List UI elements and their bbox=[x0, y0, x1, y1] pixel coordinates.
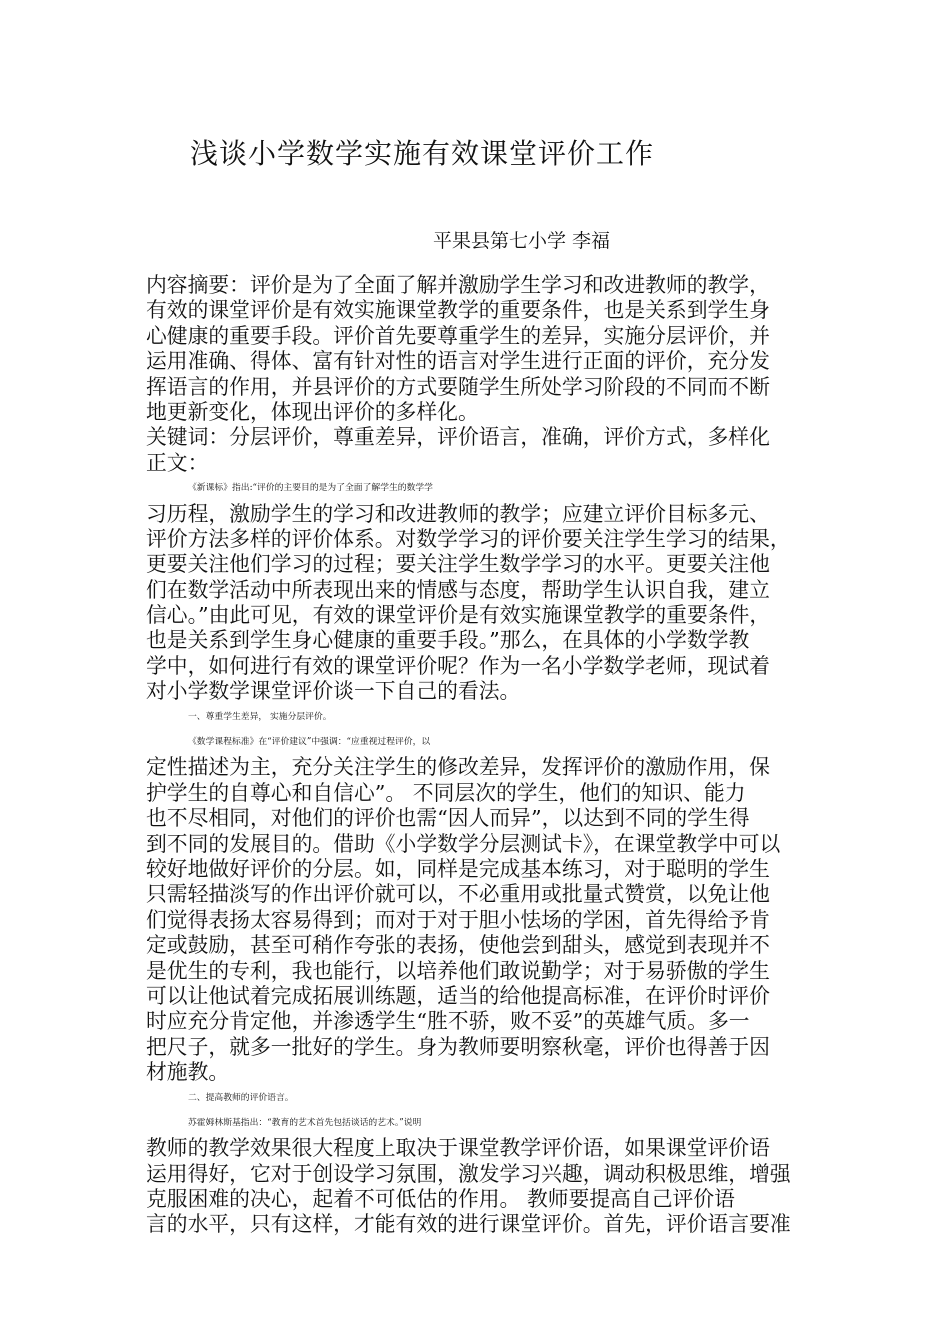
text-line: 正文： bbox=[146, 450, 209, 475]
text-line: 学中，如何进行有效的课堂评价呢？作为一名小学数学老师，现试着 bbox=[146, 653, 770, 678]
text-line: 们觉得表扬太容易得到；而对于对于胆小怯场的学困，首先得给予肯 bbox=[146, 907, 770, 932]
text-line: 《新课标》指出:“评价的主要目的是为了全面了解学生的数学学 bbox=[188, 483, 433, 494]
text-line: 地更新变化，体现出评价的多样化。 bbox=[146, 399, 479, 424]
text-line: 心健康的重要手段。评价首先要尊重学生的差异，实施分层评价，并 bbox=[146, 323, 770, 348]
text-line: 定性描述为主，充分关注学生的修改差异，发挥评价的激励作用，保 bbox=[146, 755, 770, 780]
text-line: 关键词：分层评价，尊重差异，评价语言，准确，评价方式，多样化 bbox=[146, 425, 770, 450]
text-line: 也不尽相同，对他们的评价也需“因人而异”，以达到不同的学生得 bbox=[146, 806, 750, 831]
text-line: 信心。”由此可见，有效的课堂评价是有效实施课堂教学的重要条件， bbox=[146, 603, 771, 628]
text-line: 苏霍姆林斯基指出：“教育的艺术首先包括谈话的艺术。”说明 bbox=[188, 1117, 422, 1128]
text-line: 也是关系到学生身心健康的重要手段。”那么，在具体的小学数学教 bbox=[146, 628, 750, 653]
text-line: 把尺子，就多一批好的学生。身为教师要明察秋毫，评价也得善于因 bbox=[146, 1034, 770, 1059]
text-line: 更要关注他们学习的过程；要关注学生数学学习的水平。更要关注他 bbox=[146, 552, 770, 577]
text-line: 时应充分肯定他，并渗透学生“胜不骄，败不妥”的英雄气质。多一 bbox=[146, 1009, 750, 1034]
text-line: 克服困难的决心，起着不可低估的作用。 教师要提高自己评价语 bbox=[146, 1187, 735, 1212]
text-line: 对小学数学课堂评价谈一下自己的看法。 bbox=[146, 679, 521, 704]
text-line: 是优生的专利，我也能行，以培养他们敢说勤学；对于易骄傲的学生 bbox=[146, 958, 770, 983]
text-line: 定或鼓励，甚至可稍作夸张的表扬，使他尝到甜头，感觉到表现并不 bbox=[146, 933, 770, 958]
document-title: 浅谈小学数学实施有效课堂评价工作 bbox=[190, 137, 655, 170]
text-line: 材施教。 bbox=[146, 1060, 230, 1085]
text-line: 二、提高教师的评价语言。 bbox=[188, 1092, 294, 1103]
text-line: 可以让他试着完成拓展训练题，适当的给他提高标准，在评价时评价 bbox=[146, 983, 770, 1008]
text-line: 较好地做好评价的分层。如，同样是完成基本练习，对于聪明的学生 bbox=[146, 856, 770, 881]
text-line: 《数学课程标准》在“评价建议”中强调：“应重视过程评价，以 bbox=[188, 737, 431, 748]
text-line: 评价方法多样的评价体系。对数学学习的评价要关注学生学习的结果， bbox=[146, 526, 791, 551]
author-line: 平果县第七小学 李福 bbox=[433, 230, 611, 252]
text-line: 内容摘要：评价是为了全面了解并激励学生学习和改进教师的教学， bbox=[146, 273, 770, 297]
text-line: 到不同的发展目的。借助《小学数学分层测试卡》，在课堂教学中可以 bbox=[146, 831, 781, 856]
text-line: 们在数学活动中所表现出来的情感与态度，帮助学生认识自我，建立 bbox=[146, 577, 770, 602]
text-line: 习历程，激励学生的学习和改进教师的教学；应建立评价目标多元、 bbox=[146, 501, 770, 526]
text-line: 教师的教学效果很大程度上取决于课堂教学评价语，如果课堂评价语 bbox=[146, 1136, 770, 1161]
text-line: 挥语言的作用，并县评价的方式要随学生所处学习阶段的不同而不断 bbox=[146, 374, 770, 399]
text-line: 言的水平，只有这样，才能有效的进行课堂评价。首先，评价语言要准 bbox=[146, 1212, 791, 1237]
text-line: 运用得好，它对于创设学习氛围，激发学习兴趣，调动积极思维，增强 bbox=[146, 1161, 791, 1186]
text-line: 运用准确、得体、富有针对性的语言对学生进行正面的评价，充分发 bbox=[146, 349, 770, 374]
text-line: 有效的课堂评价是有效实施课堂教学的重要条件，也是关系到学生身 bbox=[146, 298, 770, 323]
text-line: 只需轻描淡写的作出评价就可以，不必重用或批量式赞赏，以免让他 bbox=[146, 882, 770, 907]
text-line: 一、尊重学生差异， 实施分层评价。 bbox=[188, 711, 332, 722]
document-body bbox=[146, 273, 816, 1238]
text-line: 护学生的自尊心和自信心”。 不同层次的学生，他们的知识、能力 bbox=[146, 780, 746, 805]
